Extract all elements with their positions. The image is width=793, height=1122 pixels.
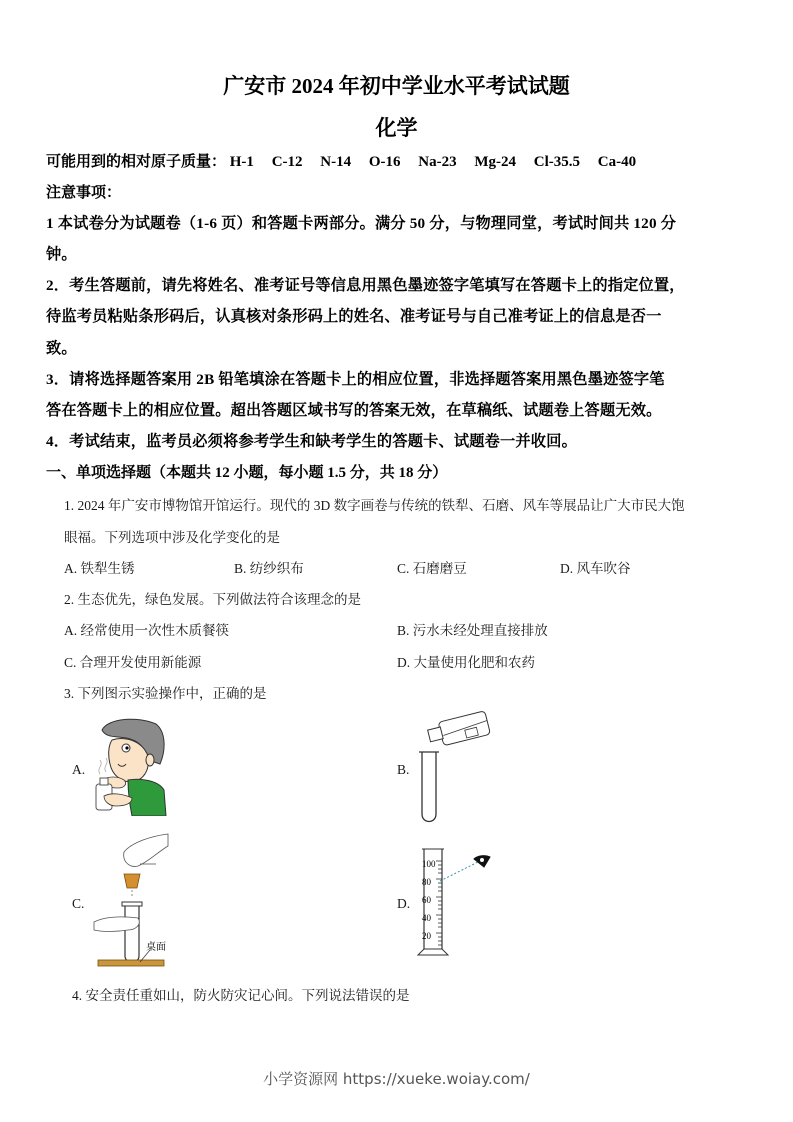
question-2-option-d: D. 大量使用化肥和农药 [397, 655, 535, 670]
scale-20: 20 [422, 931, 431, 941]
note-line-6: 3．请将选择题答案用 2B 铅笔填涂在答题卡上的相应位置，非选择题答案用黑色墨迹签字笔 [46, 371, 665, 388]
subject-title: 化学 [375, 116, 418, 140]
question-4-stem: 4. 安全责任重如山，防火防灾记心间。下列说法错误的是 [72, 988, 410, 1003]
question-1-option-b: B. 纺纱织布 [234, 561, 304, 576]
scale-80: 80 [422, 877, 431, 887]
footer-watermark: 小学资源网 https://xueke.woiay.com/ [263, 1070, 530, 1088]
exam-title: 广安市 2024 年初中学业水平考试试题 [223, 74, 570, 98]
note-line-8: 4．考试结束，监考员必须将参考学生和缺考学生的答题卡、试题卷一并收回。 [46, 433, 577, 450]
question-3-stem: 3. 下列图示实验操作中，正确的是 [64, 686, 267, 701]
note-line-2: 钟。 [46, 246, 77, 263]
atomic-mass-mg: Mg-24 [474, 154, 516, 170]
note-line-5: 致。 [46, 340, 77, 357]
question-1-option-d: D. 风车吹谷 [560, 561, 631, 576]
atomic-mass-h: H-1 [229, 154, 254, 170]
note-line-7: 答在答题卡上的相应位置。超出答题区域书写的答案无效，在草稿纸、试题卷上答题无效。 [46, 402, 662, 419]
question-2-option-a: A. 经常使用一次性木质餐筷 [64, 623, 229, 638]
table-surface-label: 桌面 [146, 942, 166, 953]
question-3-option-d-label: D. [397, 896, 411, 911]
question-3-option-a-label: A. [72, 762, 86, 777]
question-2-option-b: B. 污水未经处理直接排放 [397, 623, 548, 638]
question-1-stem-line-2: 眼福。下列选项中涉及化学变化的是 [64, 530, 280, 545]
question-1-stem-line-1: 1. 2024 年广安市博物馆开馆运行。现代的 3D 数字画卷与传统的铁犁、石磨、风车等展品让广大市民大饱 [64, 498, 685, 513]
note-line-1: 1 本试卷分为试题卷（1-6 页）和答题卡两部分。满分 50 分，与物理同堂，考试时间共 120 分 [46, 215, 677, 232]
question-3-option-b-label: B. [397, 762, 410, 777]
atomic-mass-o: O-16 [368, 154, 401, 170]
atomic-mass-cl: Cl-35.5 [533, 154, 580, 170]
atomic-mass-na: Na-23 [418, 154, 457, 170]
question-1-option-c: C. 石磨磨豆 [397, 561, 467, 576]
scale-100: 100 [422, 859, 436, 869]
note-line-3: 2．考生答题前，请先将姓名、准考证号等信息用黑色墨迹签字笔填写在答题卡上的指定位置， [46, 277, 685, 294]
atomic-masses-line [46, 150, 636, 171]
scale-60: 60 [422, 895, 431, 905]
scale-40: 40 [422, 913, 431, 923]
atomic-mass-n: N-14 [320, 154, 352, 170]
question-2-option-c: C. 合理开发使用新能源 [64, 655, 202, 670]
atomic-mass-c: C-12 [271, 154, 303, 170]
pouring-liquid-figure [412, 710, 492, 825]
cylinder-scale-labels [422, 855, 436, 945]
atomic-masses-label: 可能用到的相对原子质量： [46, 154, 227, 170]
atomic-mass-ca: Ca-40 [597, 154, 637, 170]
notes-heading: 注意事项： [46, 185, 122, 201]
section-heading: 一、单项选择题（本题共 12 小题，每小题 1.5 分，共 18 分） [46, 465, 448, 481]
note-line-4: 待监考员粘贴条形码后，认真核对条形码上的姓名、准考证号与自己准考证上的信息是否一 [46, 308, 662, 325]
question-3-option-c-label: C. [72, 896, 85, 911]
question-1-option-a: A. 铁犁生锈 [64, 561, 135, 576]
question-2-stem: 2. 生态优先，绿色发展。下列做法符合该理念的是 [64, 592, 361, 607]
smelling-gas-figure [88, 716, 168, 816]
